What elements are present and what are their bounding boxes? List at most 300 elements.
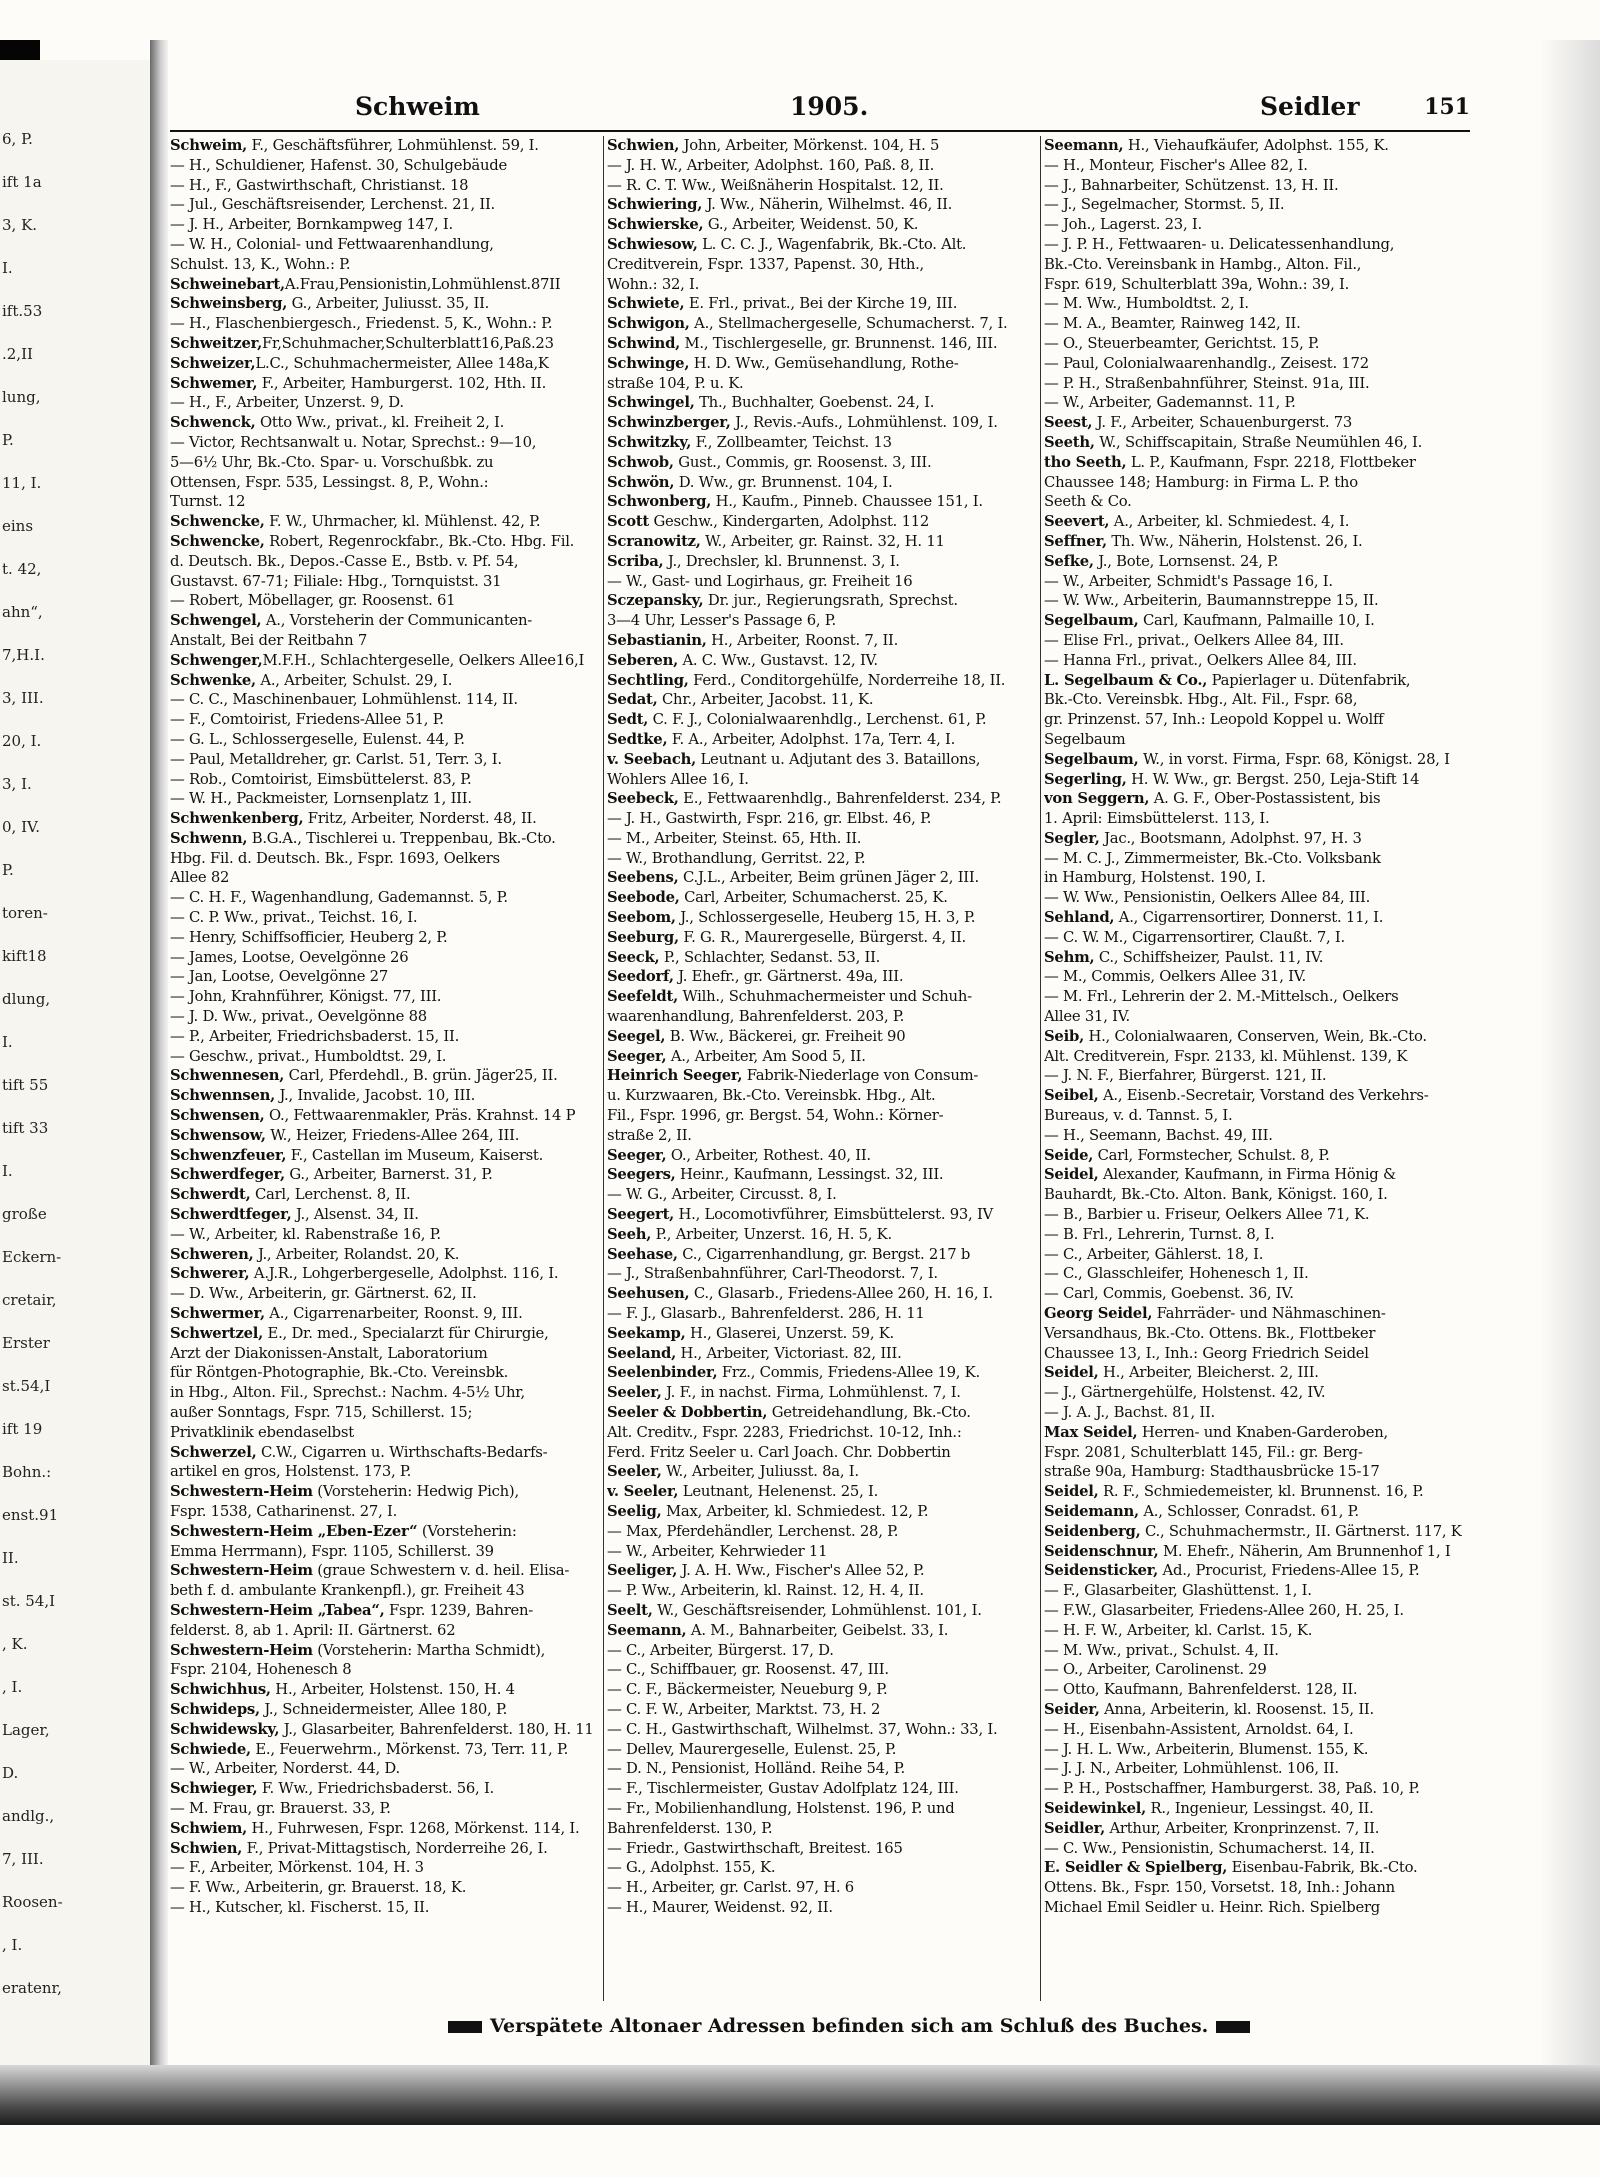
left-page-text-fragment: 3, K.: [2, 216, 38, 234]
entry-details: Fabrik-Niederlage von Consum-: [742, 1067, 979, 1085]
entry-details: A.Frau,Pensionistin,Lohmühlenst.87II: [284, 275, 561, 293]
left-page-text-fragment: ift 19: [2, 1420, 43, 1438]
left-page-text-fragment: ahn“,: [2, 603, 43, 621]
directory-entry: [1044, 1858, 1470, 1878]
entry-details: M., Tischlergeselle, gr. Brunnenst. 146, III.: [680, 334, 998, 352]
directory-entry: [170, 1462, 600, 1482]
directory-entry: [1044, 572, 1470, 592]
entry-details: Fspr. 1239, Bahren-: [384, 1601, 534, 1619]
entry-surname: Seidel,: [1044, 1483, 1099, 1501]
left-page-text-fragment: .2,II: [2, 345, 33, 363]
entry-details: — Rob., Comtoirist, Eimsbüttelerst. 83, P.: [170, 770, 472, 788]
directory-entry: [607, 611, 1037, 631]
directory-entry: [607, 967, 1037, 987]
directory-entry: [170, 1660, 600, 1680]
entry-details: — H., F., Gastwirthschaft, Christianst. 18: [170, 176, 469, 194]
entry-details: P., Arbeiter, Unzerst. 16, H. 5, K.: [651, 1225, 892, 1243]
left-page-text-fragment: Eckern-: [2, 1248, 62, 1266]
left-page-text-fragment: kift18: [2, 947, 47, 965]
entry-surname: Schwitzky,: [607, 433, 692, 451]
directory-entry: [607, 354, 1037, 374]
entry-details: G., Arbeiter, Weidenst. 50, K.: [703, 216, 919, 234]
entry-surname: Schwigon,: [607, 315, 690, 333]
directory-entry: [170, 1106, 600, 1126]
entry-surname: Seelig,: [607, 1502, 662, 1520]
entry-details: W., Geschäftsreisender, Lohmühlenst. 101, I.: [652, 1601, 982, 1619]
directory-entry: [1044, 1542, 1470, 1562]
directory-entry: [607, 1898, 1037, 1918]
directory-entry: [1044, 1443, 1470, 1463]
entry-surname: tho Seeth,: [1044, 453, 1127, 471]
entry-surname: Sefke,: [1044, 552, 1094, 570]
directory-entry: [170, 215, 600, 235]
left-page-text-fragment: große: [2, 1205, 47, 1223]
entry-details: waarenhandlung, Bahrenfelderst. 203, P.: [607, 1008, 905, 1026]
entry-surname: Sechtling,: [607, 671, 689, 689]
entry-surname: Scriba,: [607, 552, 664, 570]
entry-surname: Max Seidel,: [1044, 1423, 1138, 1441]
directory-entry: [170, 1007, 600, 1027]
directory-entry: [607, 1482, 1037, 1502]
directory-page: [170, 90, 1470, 2060]
directory-entry: [607, 1819, 1037, 1839]
entry-surname: Schwestern-Heim: [170, 1562, 313, 1580]
directory-entry: [607, 1799, 1037, 1819]
entry-details: — F. Ww., Arbeiterin, gr. Brauerst. 18, K.: [170, 1879, 467, 1897]
entry-details: J., Schlossergeselle, Heuberg 15, H. 3, P.: [675, 909, 976, 927]
entry-details: — P., Arbeiter, Friedrichsbaderst. 15, II.: [170, 1027, 460, 1045]
entry-details: Segelbaum: [1044, 730, 1126, 748]
directory-entry: [170, 1819, 600, 1839]
entry-surname: Seidewinkel,: [1044, 1799, 1147, 1817]
entry-surname: von Seggern,: [1044, 790, 1150, 808]
directory-entry: [170, 1027, 600, 1047]
directory-entry: [1044, 671, 1470, 691]
directory-entry: [170, 1561, 600, 1581]
entry-details: L. C. C. J., Wagenfabrik, Bk.-Cto. Alt.: [697, 235, 967, 253]
directory-entry: [1044, 1403, 1470, 1423]
directory-entry: [607, 908, 1037, 928]
directory-entry: [607, 156, 1037, 176]
entry-details: — W., Arbeiter, Gademannst. 11, P.: [1044, 394, 1296, 412]
entry-surname: Schwengel,: [170, 612, 262, 630]
entry-details: Fspr. 619, Schulterblatt 39a, Wohn.: 39, I.: [1044, 275, 1350, 293]
entry-surname: Schwind,: [607, 334, 681, 352]
directory-entry: [607, 1146, 1037, 1166]
left-page-text-fragment: I.: [2, 1162, 13, 1180]
entry-details: — C., Glasschleifer, Hohenesch 1, II.: [1044, 1265, 1309, 1283]
directory-entry: [607, 789, 1037, 809]
directory-entry: [170, 393, 600, 413]
entry-details: Papierlager u. Dütenfabrik,: [1207, 671, 1411, 689]
entry-details: A. C. Ww., Gustavst. 12, IV.: [677, 651, 878, 669]
entry-surname: Seemann,: [1044, 137, 1124, 154]
directory-entry: [170, 1443, 600, 1463]
directory-entry: [607, 433, 1037, 453]
entry-details: Turnst. 12: [170, 493, 246, 511]
directory-entry: [1044, 928, 1470, 948]
directory-entry: [1044, 611, 1470, 631]
directory-entry: [607, 1324, 1037, 1344]
entry-details: J., Schneidermeister, Allee 180, P.: [259, 1700, 508, 1718]
entry-details: — W., Arbeiter, Norderst. 44, D.: [170, 1760, 400, 1778]
entry-details: Arzt der Diakonissen-Anstalt, Laboratorium: [170, 1344, 488, 1362]
entry-details: Th. Ww., Näherin, Holstenst. 26, I.: [1106, 532, 1363, 550]
entry-surname: Schwerdtfeger,: [170, 1206, 292, 1224]
entry-surname: Seidel,: [1044, 1364, 1099, 1382]
left-page-text-fragment: tift 55: [2, 1076, 49, 1094]
entry-details: — Elise Frl., privat., Oelkers Allee 84, III.: [1044, 631, 1344, 649]
entry-surname: Seebeck,: [607, 790, 679, 808]
entry-details: A.J.R., Lohgerbergeselle, Adolphst. 116, I.: [249, 1265, 559, 1283]
entry-details: Allee 82: [170, 869, 230, 887]
left-page-fragment: [0, 60, 150, 2070]
entry-surname: Schwensen,: [170, 1107, 265, 1125]
left-page-text-fragment: enst.91: [2, 1506, 59, 1524]
directory-entry: [170, 710, 600, 730]
entry-details: in Hamburg, Holstenst. 190, I.: [1044, 869, 1266, 887]
entry-details: Creditverein, Fspr. 1337, Papenst. 30, Hth.,: [607, 255, 925, 273]
directory-entry: [607, 1680, 1037, 1700]
entry-surname: Schwermer,: [170, 1305, 265, 1323]
directory-entry: [1044, 176, 1470, 196]
left-page-text-fragment: lung,: [2, 388, 41, 406]
directory-entry: [170, 1542, 600, 1562]
directory-entry: [607, 750, 1037, 770]
entry-details: — H., Eisenbahn-Assistent, Arnoldst. 64, I.: [1044, 1720, 1354, 1738]
directory-entry: [170, 1146, 600, 1166]
entry-details: in Hbg., Alton. Fil., Sprechst.: Nachm. 4-5½ Uhr,: [170, 1384, 525, 1402]
directory-entry: [1044, 690, 1470, 710]
directory-entry: [607, 473, 1037, 493]
entry-details: F. G. R., Maurergeselle, Bürgerst. 4, II.: [678, 928, 966, 946]
entry-details: — Fr., Mobilienhandlung, Holstenst. 196, P. und: [607, 1799, 955, 1817]
entry-surname: Schwenkenberg,: [170, 810, 304, 828]
directory-entry: [1044, 215, 1470, 235]
entry-details: Versandhaus, Bk.-Cto. Ottens. Bk., Flottbeker: [1044, 1324, 1376, 1342]
entry-details: — Victor, Rechtsanwalt u. Notar, Sprechst.: 9—10,: [170, 433, 537, 451]
entry-details: 1. April: Eimsbüttelerst. 113, I.: [1044, 810, 1270, 828]
left-page-text-fragment: ift.53: [2, 302, 43, 320]
directory-entry: [170, 374, 600, 394]
directory-entry: [1044, 1304, 1470, 1324]
directory-entry: [170, 1621, 600, 1641]
entry-surname: v. Seeler,: [607, 1483, 679, 1501]
entry-details: A. G. F., Ober-Postassistent, bis: [1149, 790, 1381, 808]
directory-entry: [607, 809, 1037, 829]
page-gutter: [150, 40, 168, 2120]
left-page-text-fragment: II.: [2, 1549, 19, 1567]
directory-entry: [1044, 473, 1470, 493]
directory-entry: [607, 1383, 1037, 1403]
directory-entry: [1044, 591, 1470, 611]
entry-surname: Schwerer,: [170, 1265, 250, 1283]
entry-details: — Dellev, Maurergeselle, Eulenst. 25, P.: [607, 1740, 897, 1758]
entry-details: — J. D. Ww., privat., Oevelgönne 88: [170, 1008, 427, 1026]
entry-details: — Paul, Colonialwaarenhandlg., Zeisest. 172: [1044, 354, 1369, 372]
entry-details: straße 104, P. u. K.: [607, 374, 744, 392]
entry-surname: Schwertzel,: [170, 1324, 264, 1342]
directory-entry: [1044, 1561, 1470, 1581]
entry-details: — W., Gast- und Logirhaus, gr. Freiheit 16: [607, 572, 913, 590]
entry-surname: Schwiete,: [607, 295, 685, 313]
entry-surname: Seefeldt,: [607, 988, 678, 1006]
entry-details: O., Fettwaarenmakler, Präs. Krahnst. 14 P: [264, 1107, 576, 1125]
directory-entry: [170, 1759, 600, 1779]
directory-entry: [170, 1363, 600, 1383]
entry-surname: Schweinebart,: [170, 275, 285, 293]
entry-details: Hbg. Fil. d. Deutsch. Bk., Fspr. 1693, Oelkers: [170, 849, 500, 867]
entry-details: Ottens. Bk., Fspr. 150, Vorsetst. 18, Inh.: Johann: [1044, 1879, 1395, 1897]
directory-entry: [1044, 770, 1470, 790]
entry-details: C., Glasarb., Friedens-Allee 260, H. 16, I.: [689, 1285, 993, 1303]
directory-entry: [607, 829, 1037, 849]
directory-entry: [1044, 1047, 1470, 1067]
directory-entry: [1044, 1007, 1470, 1027]
entry-details: F., Arbeiter, Hamburgerst. 102, Hth. II.: [257, 374, 547, 392]
directory-entry: [1044, 1522, 1470, 1542]
pointing-hand-icon: [448, 2021, 482, 2033]
entry-details: Arthur, Arbeiter, Kronprinzenst. 7, II.: [1104, 1819, 1380, 1837]
directory-entry: [1044, 1146, 1470, 1166]
directory-entry: [607, 1581, 1037, 1601]
left-page-text-fragment: , I.: [2, 1678, 23, 1696]
directory-entry: [1044, 1740, 1470, 1760]
entry-surname: Schweinsberg,: [170, 295, 288, 313]
entry-details: — J. H. L. Ww., Arbeiterin, Blumenst. 155, K.: [1044, 1740, 1369, 1758]
directory-entry: [170, 770, 600, 790]
entry-surname: v. Seebach,: [607, 750, 697, 768]
entry-details: Seeth & Co.: [1044, 493, 1132, 511]
entry-details: 3—4 Uhr, Lesser's Passage 6, P.: [607, 612, 836, 630]
directory-entry: [1044, 136, 1470, 156]
entry-details: — Paul, Metalldreher, gr. Carlst. 51, Terr. 3, I.: [170, 750, 502, 768]
entry-surname: Schwieger,: [170, 1780, 258, 1798]
directory-entry: [170, 1720, 600, 1740]
entry-details: Bk.-Cto. Vereinsbk. Hbg., Alt. Fil., Fspr. 68,: [1044, 691, 1358, 709]
pointing-hand-icon: [1216, 2021, 1250, 2033]
left-page-text-fragment: 20, I.: [2, 732, 42, 750]
directory-entry: [170, 651, 600, 671]
left-page-text-fragment: Erster: [2, 1334, 50, 1352]
directory-entry: [607, 195, 1037, 215]
entry-details: — H., Schuldiener, Hafenst. 30, Schulgebäude: [170, 156, 508, 174]
entry-details: Eisenbau-Fabrik, Bk.-Cto.: [1227, 1859, 1418, 1877]
directory-entry: [170, 1581, 600, 1601]
entry-surname: Schwerdt,: [170, 1186, 251, 1204]
directory-entry: [1044, 868, 1470, 888]
directory-entry: [170, 789, 600, 809]
entry-details: J. Ww., Näherin, Wilhelmst. 46, II.: [702, 196, 953, 214]
directory-entry: [170, 314, 600, 334]
entry-surname: Seedorf,: [607, 968, 674, 986]
entry-details: F. W., Uhrmacher, kl. Mühlenst. 42, P.: [264, 513, 541, 531]
entry-details: Allee 31, IV.: [1044, 1008, 1131, 1026]
entry-details: D. Ww., gr. Brunnenst. 104, I.: [674, 473, 893, 491]
entry-details: — Geschw., privat., Humboldtst. 29, I.: [170, 1047, 447, 1065]
entry-details: (graue Schwestern v. d. heil. Elisa-: [312, 1562, 570, 1580]
left-page-text-fragment: I.: [2, 1033, 13, 1051]
entry-surname: Seegel,: [607, 1027, 666, 1045]
entry-details: A. M., Bahnarbeiter, Geibelst. 33, I.: [686, 1621, 949, 1639]
entry-details: straße 2, II.: [607, 1126, 692, 1144]
directory-entry: [170, 948, 600, 968]
entry-details: J., Revis.-Aufs., Lohmühlenst. 109, I.: [730, 414, 998, 432]
directory-entry: [607, 1621, 1037, 1641]
directory-entry: [607, 314, 1037, 334]
directory-entry: [1044, 1086, 1470, 1106]
entry-surname: Schwestern-Heim: [170, 1483, 313, 1501]
entry-details: — O., Arbeiter, Carolinenst. 29: [1044, 1661, 1267, 1679]
entry-details: Fr,Schuhmacher,Schulterblatt16,Paß.23: [262, 334, 554, 352]
entry-surname: Scott: [607, 513, 649, 531]
directory-entry: [607, 1740, 1037, 1760]
entry-details: Bk.-Cto. Vereinsbank in Hambg., Alton. Fil.,: [1044, 255, 1362, 273]
directory-entry: [1044, 255, 1470, 275]
entry-surname: Seekamp,: [607, 1324, 686, 1342]
directory-entry: [607, 690, 1037, 710]
directory-entry: [607, 512, 1037, 532]
directory-entry: [170, 1522, 600, 1542]
entry-details: Gust., Commis, gr. Roosenst. 3, III.: [673, 453, 932, 471]
entry-details: Geschw., Kindergarten, Adolphst. 112: [649, 513, 930, 531]
entry-surname: Seib,: [1044, 1027, 1084, 1045]
directory-entry: [607, 1245, 1037, 1265]
directory-entry: [1044, 1502, 1470, 1522]
entry-details: Carl, Kaufmann, Palmaille 10, I.: [1138, 612, 1375, 630]
directory-entry: [1044, 235, 1470, 255]
directory-entry: [170, 1680, 600, 1700]
directory-entry: [170, 176, 600, 196]
entry-details: Alexander, Kaufmann, in Firma Hönig &: [1098, 1166, 1396, 1184]
directory-entry: [607, 591, 1037, 611]
entry-surname: Schwenger,: [170, 651, 263, 669]
directory-entry: [1044, 1779, 1470, 1799]
directory-entry: [170, 809, 600, 829]
directory-entry: [170, 1205, 600, 1225]
entry-details: — Otto, Kaufmann, Bahrenfelderst. 128, II.: [1044, 1681, 1358, 1699]
entry-details: — H., Seemann, Bachst. 49, III.: [1044, 1126, 1273, 1144]
directory-entry: [170, 1502, 600, 1522]
directory-entry: [1044, 710, 1470, 730]
entry-details: — J., Bahnarbeiter, Schützenst. 13, H. II.: [1044, 176, 1339, 194]
directory-entry: [607, 275, 1037, 295]
directory-entry: [1044, 908, 1470, 928]
directory-entry: [170, 1324, 600, 1344]
entry-details: Anstalt, Bei der Reitbahn 7: [170, 631, 368, 649]
directory-entry: [607, 1542, 1037, 1562]
entry-details: — H., Flaschenbiergesch., Friedenst. 5, K., Wohn.: P.: [170, 315, 553, 333]
directory-entry: [1044, 1799, 1470, 1819]
directory-entry: [607, 671, 1037, 691]
entry-surname: Schweren,: [170, 1245, 254, 1263]
entry-details: — J. H., Arbeiter, Bornkampweg 147, I.: [170, 216, 453, 234]
directory-entry: [607, 928, 1037, 948]
directory-entry: [1044, 1462, 1470, 1482]
entry-details: 5—6½ Uhr, Bk.-Cto. Spar- u. Vorschußbk. zu: [170, 453, 494, 471]
entry-surname: Seehase,: [607, 1245, 678, 1263]
entry-surname: Schwön,: [607, 473, 675, 491]
directory-entry: [1044, 1720, 1470, 1740]
entry-details: — J. A. J., Bachst. 81, II.: [1044, 1404, 1216, 1421]
directory-entry: [1044, 195, 1470, 215]
directory-entry: [170, 1047, 600, 1067]
directory-entry: [607, 1007, 1037, 1027]
directory-entry: [170, 1185, 600, 1205]
entry-surname: Schwenck,: [170, 414, 256, 432]
entry-surname: Schwien,: [607, 137, 680, 154]
directory-entry: [607, 215, 1037, 235]
entry-details: H. W. Ww., gr. Bergst. 250, Leja-Stift 14: [1126, 770, 1420, 788]
directory-entry: [607, 294, 1037, 314]
directory-entry: [170, 492, 600, 512]
entry-details: — H., Maurer, Weidenst. 92, II.: [607, 1898, 833, 1916]
footer-notice: [440, 2015, 1240, 2045]
entry-details: — M., Arbeiter, Steinst. 65, Hth. II.: [607, 829, 862, 847]
directory-entry: [170, 1799, 600, 1819]
directory-entry: [1044, 1819, 1470, 1839]
entry-details: A., Arbeiter, Schulst. 29, I.: [255, 671, 453, 689]
directory-entry: [1044, 1363, 1470, 1383]
entry-details: F., Privat-Mittagstisch, Norderreihe 26, I.: [242, 1839, 548, 1857]
left-page-text-fragment: P.: [2, 861, 14, 879]
left-page-text-fragment: 6, P.: [2, 130, 33, 148]
directory-entry: [607, 1641, 1037, 1661]
entry-details: H. D. Ww., Gemüsehandlung, Rothe-: [689, 354, 959, 372]
directory-entry: [607, 849, 1037, 869]
entry-details: — C. H. F., Wagenhandlung, Gademannst. 5, P.: [170, 889, 508, 907]
directory-entry: [170, 413, 600, 433]
entry-details: B.G.A., Tischlerei u. Treppenbau, Bk.-Cto.: [247, 829, 556, 847]
directory-entry: [1044, 1601, 1470, 1621]
directory-entry: [607, 1502, 1037, 1522]
entry-surname: Seeburg,: [607, 928, 679, 946]
entry-surname: Schwerzel,: [170, 1443, 257, 1461]
entry-details: A., Cigarrenarbeiter, Roonst. 9, III.: [264, 1305, 523, 1323]
entry-details: — Max, Pferdehändler, Lerchenst. 28, P.: [607, 1522, 899, 1540]
entry-surname: Segler,: [1044, 829, 1100, 847]
left-page-text-fragment: eins: [2, 517, 34, 535]
directory-entry: [1044, 1126, 1470, 1146]
entry-details: (Vorsteherin: Martha Schmidt),: [312, 1641, 546, 1659]
left-page-text-fragment: , K.: [2, 1635, 28, 1653]
entry-surname: Seemann,: [607, 1621, 687, 1639]
entry-details: J. F., Arbeiter, Schauenburgerst. 73: [1092, 414, 1353, 432]
entry-details: W., Arbeiter, gr. Rainst. 32, H. 11: [700, 532, 945, 550]
entry-details: C., Cigarrenhandlung, gr. Bergst. 217 b: [677, 1245, 971, 1263]
entry-details: G., Arbeiter, Juliusst. 35, II.: [287, 295, 490, 313]
directory-entry: [607, 1403, 1037, 1423]
left-page-text-fragment: ift 1a: [2, 173, 42, 191]
entry-details: A., Schlosser, Conradst. 61, P.: [1138, 1502, 1359, 1520]
directory-entry: [1044, 948, 1470, 968]
directory-entry: [170, 532, 600, 552]
left-page-text-fragment: Bohn.:: [2, 1463, 52, 1481]
entry-details: F., Castellan im Museum, Kaiserst.: [286, 1146, 544, 1164]
entry-details: Michael Emil Seidler u. Heinr. Rich. Spielberg: [1044, 1898, 1380, 1916]
directory-entry: [607, 1839, 1037, 1859]
directory-entry: [607, 235, 1037, 255]
entry-surname: Seegert,: [607, 1206, 675, 1224]
entry-surname: Schwien,: [170, 1839, 243, 1857]
entry-details: — D. Ww., Arbeiterin, gr. Gärtnerst. 62, II.: [170, 1285, 477, 1303]
entry-surname: Seeliger,: [607, 1562, 678, 1580]
directory-entry: [607, 136, 1037, 156]
directory-entry: [1044, 1621, 1470, 1641]
entry-details: d. Deutsch. Bk., Depos.-Casse E., Bstb. v. Pf. 54,: [170, 552, 519, 570]
entry-surname: Seide,: [1044, 1146, 1094, 1164]
entry-details: Carl, Arbeiter, Schumacherst. 25, K.: [679, 889, 948, 907]
